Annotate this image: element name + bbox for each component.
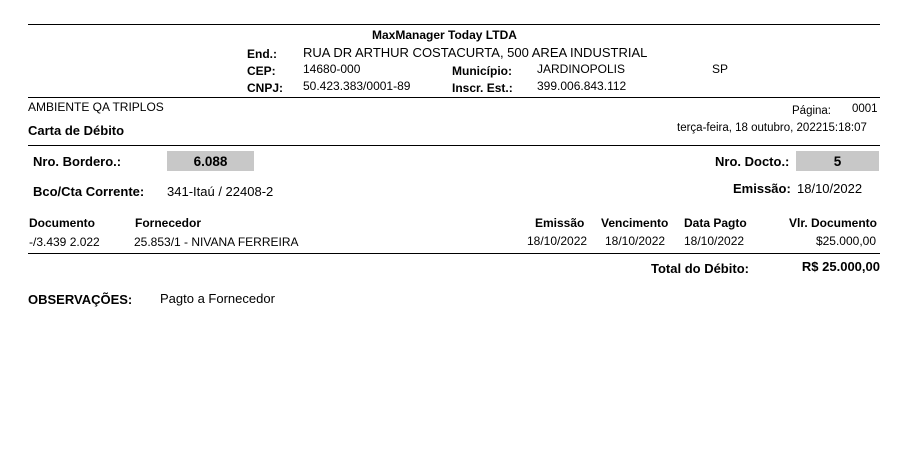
page-number: 0001 bbox=[852, 103, 878, 115]
address-label: End.: bbox=[247, 47, 277, 61]
municipio-label: Município: bbox=[452, 64, 512, 78]
docto-label: Nro. Docto.: bbox=[715, 154, 790, 169]
bordero-label: Nro. Bordero.: bbox=[33, 154, 122, 169]
cnpj-value: 50.423.383/0001-89 bbox=[303, 79, 411, 93]
table-rule bbox=[28, 253, 880, 254]
row-data-pagto: 18/10/2022 bbox=[684, 234, 745, 248]
inscr-value: 399.006.843.112 bbox=[537, 79, 627, 93]
bco-value: 341-Itaú / 22408-2 bbox=[167, 184, 274, 199]
top-rule bbox=[28, 24, 880, 25]
address-value: RUA DR ARTHUR COSTACURTA, 500 AREA INDUSTRIAL bbox=[303, 45, 648, 60]
company-name: MaxManager Today LTDA bbox=[372, 28, 517, 42]
emissao-label: Emissão: bbox=[733, 181, 791, 196]
total-value: R$ 25.000,00 bbox=[801, 259, 880, 274]
col-documento: Documento bbox=[29, 216, 95, 230]
uf-value: SP bbox=[712, 62, 729, 76]
inscr-label: Inscr. Est.: bbox=[452, 81, 513, 95]
docto-value: 5 bbox=[796, 151, 879, 171]
col-data-pagto: Data Pagto bbox=[684, 216, 747, 230]
bco-label: Bco/Cta Corrente: bbox=[33, 184, 145, 199]
observacoes-value: Pagto a Fornecedor bbox=[160, 291, 275, 306]
header-rule bbox=[28, 97, 880, 98]
row-fornecedor: 25.853/1 - NIVANA FERREIRA bbox=[134, 235, 299, 249]
col-emissao: Emissão bbox=[535, 216, 585, 230]
observacoes-label: OBSERVAÇÕES: bbox=[28, 292, 133, 307]
bordero-value: 6.088 bbox=[167, 151, 254, 171]
cnpj-label: CNPJ: bbox=[247, 81, 284, 95]
page-label: Página: bbox=[792, 105, 832, 117]
municipio-value: JARDINOPOLIS bbox=[537, 62, 626, 76]
emissao-value: 18/10/2022 bbox=[797, 181, 863, 196]
col-fornecedor: Fornecedor bbox=[135, 216, 202, 230]
environment-label: AMBIENTE QA TRIPLOS bbox=[28, 100, 164, 114]
total-label: Total do Débito: bbox=[651, 261, 749, 276]
row-vlr-documento: $25.000,00 bbox=[815, 234, 876, 248]
cep-value: 14680-000 bbox=[303, 62, 361, 76]
report-title: Carta de Débito bbox=[28, 123, 125, 138]
row-vencimento: 18/10/2022 bbox=[605, 234, 666, 248]
row-documento: -/3.439 2.022 bbox=[29, 235, 100, 249]
col-vencimento: Vencimento bbox=[601, 216, 669, 230]
cep-label: CEP: bbox=[247, 64, 276, 78]
report-datetime: terça-feira, 18 outubro, 202215:18:07 bbox=[677, 122, 867, 134]
title-rule bbox=[28, 145, 880, 146]
col-vlr-documento: Vlr. Documento bbox=[788, 216, 877, 230]
row-emissao: 18/10/2022 bbox=[527, 234, 588, 248]
